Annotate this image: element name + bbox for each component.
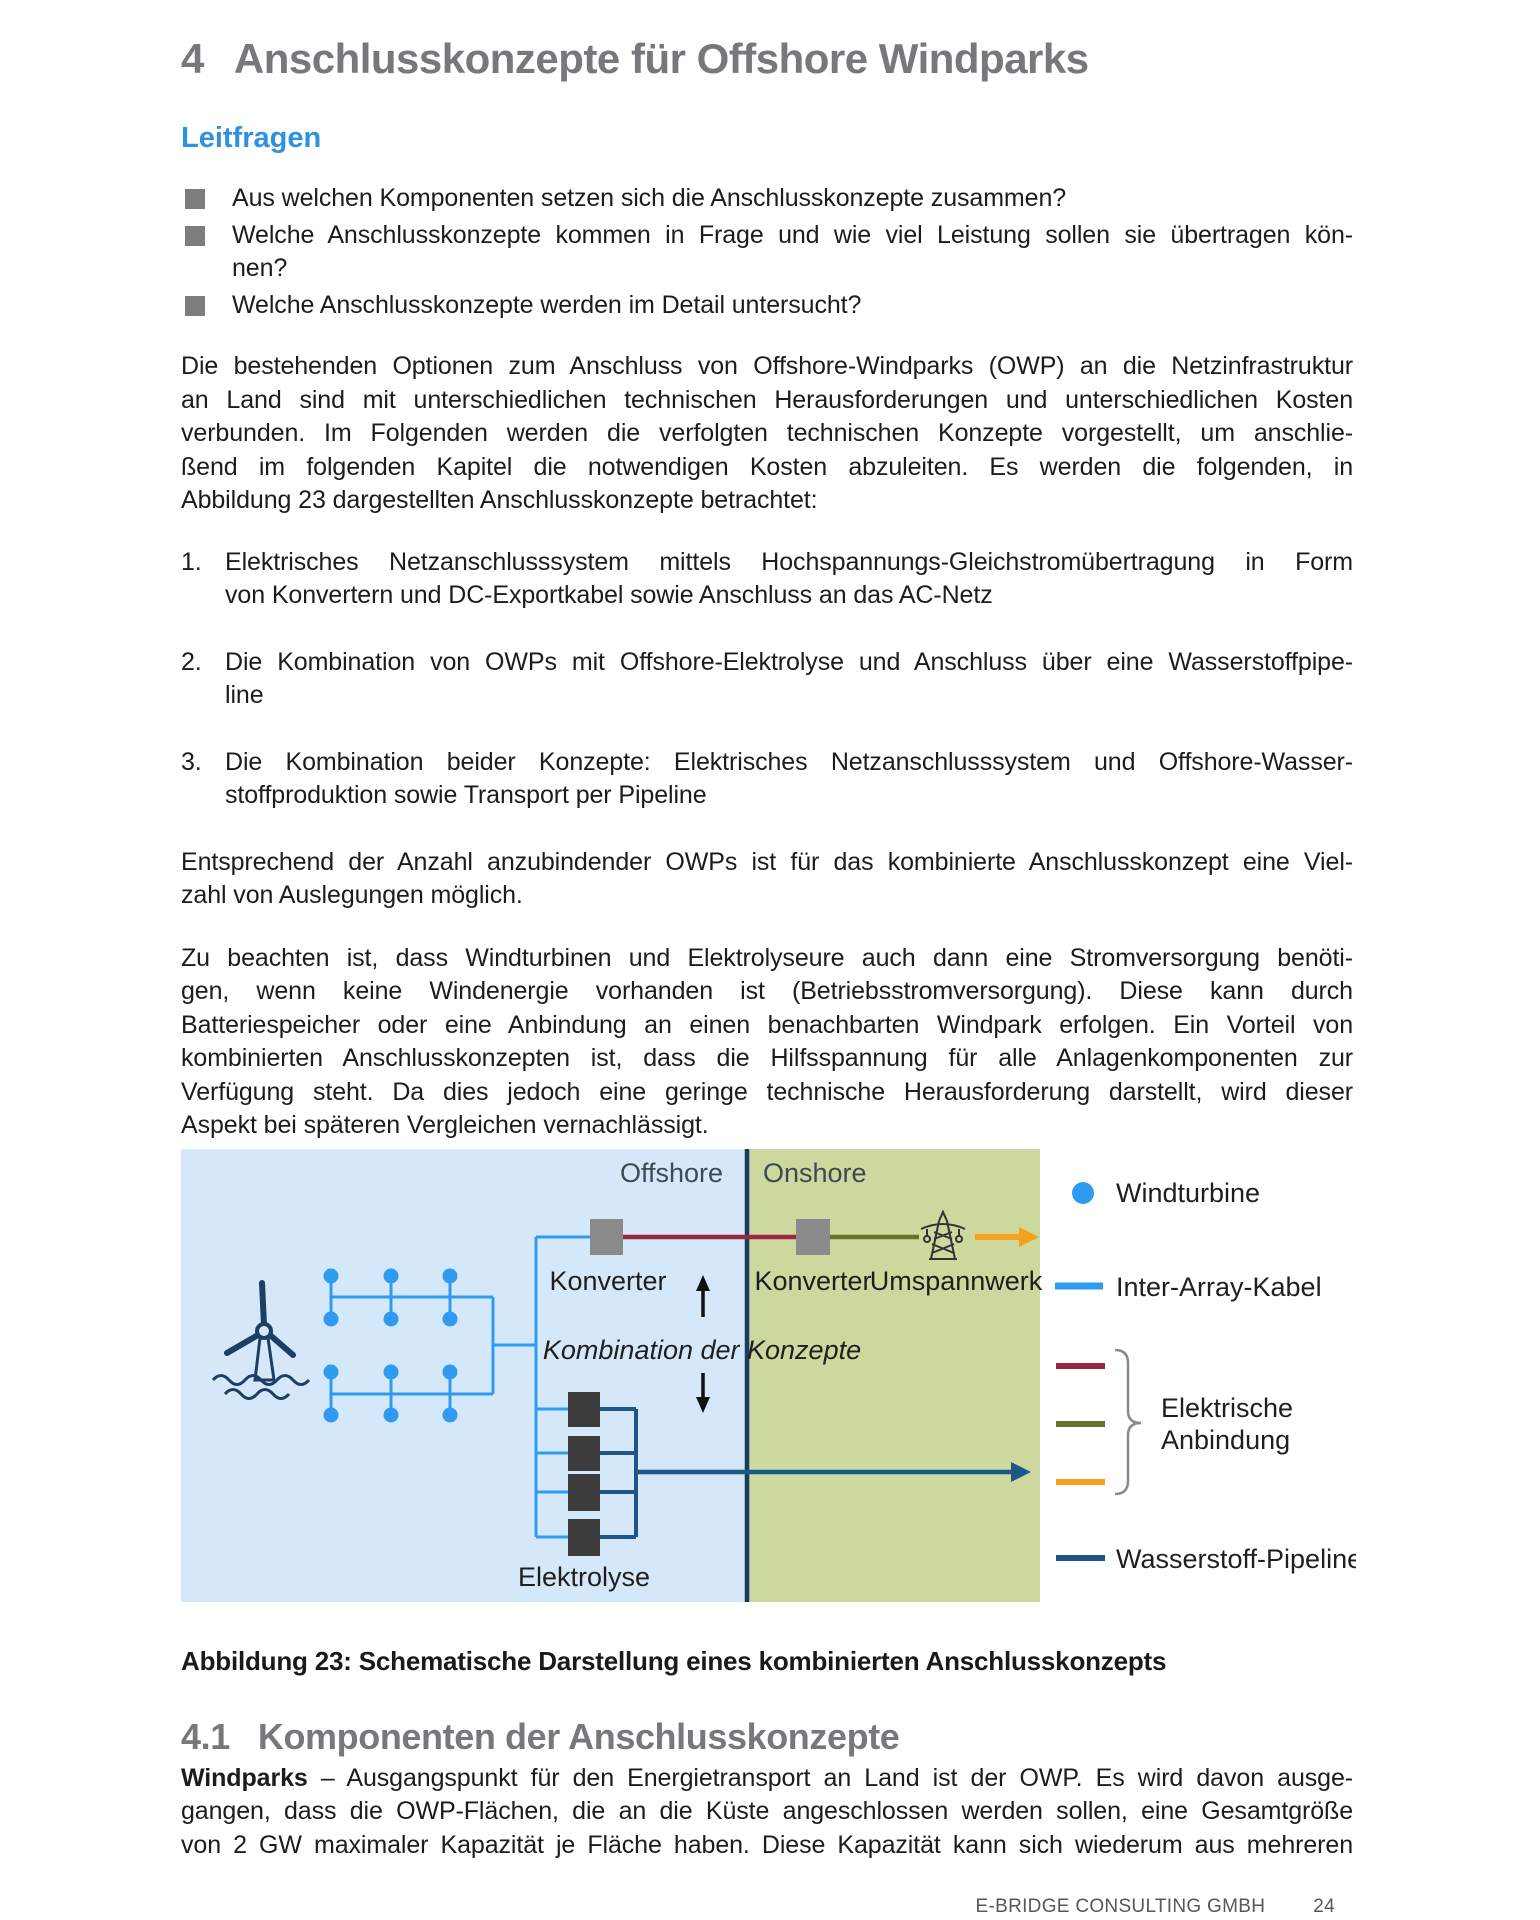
electrolysis-stack-boxes xyxy=(568,1392,600,1556)
text-line: Die Kombination von OWPs mit Offshore-Elektrolyse und Anschluss über eine Wasserstoffpipe- xyxy=(225,647,1353,676)
text-line: Die Kombination beider Konzepte: Elektrisches Netzanschlusssystem und Offshore-Wasser- xyxy=(225,747,1353,776)
list-item xyxy=(181,646,1353,713)
bullet-square-icon xyxy=(185,226,205,246)
legend-elektrische-label-line2: Anbindung xyxy=(1161,1424,1291,1455)
text-line: stoffproduktion sowie Transport per Pipeline xyxy=(225,781,707,809)
section-title: Komponenten der Anschlusskonzepte xyxy=(257,1715,900,1757)
figure-legend xyxy=(1055,1178,1356,1574)
bullet-item xyxy=(181,289,1353,323)
legend-brace xyxy=(1115,1350,1141,1494)
list-number: 3. xyxy=(181,747,202,776)
windparks-bold-term: Windparks xyxy=(181,1763,308,1792)
list-item-text xyxy=(225,646,1353,713)
legend-windturbine-label: Windturbine xyxy=(1116,1177,1261,1208)
umspannwerk-label: Umspannwerk xyxy=(869,1265,1043,1296)
text-line: nen? xyxy=(232,254,288,282)
intro-paragraph xyxy=(181,350,1353,518)
text-line: gen, wenn keine Windenergie vorhanden ist (Betriebsstromversorgung). Diese kann durch xyxy=(181,977,1353,1005)
windparks-first-line-rest: – Ausgangspunkt für den Energietransport an Land ist der OWP. Es wird davon ausge- xyxy=(307,1763,1353,1792)
text-line: ßend im folgenden Kapitel die notwendigen Kosten abzuleiten. Es werden die folgenden, in xyxy=(181,452,1353,481)
footer-company: E-BRIDGE CONSULTING GMBH xyxy=(975,1896,1266,1917)
bullet-square-icon xyxy=(185,296,205,316)
offshore-konverter-label: Konverter xyxy=(549,1265,667,1296)
legend-elektrische-label-line1: Elektrische xyxy=(1161,1392,1294,1423)
bullet-item xyxy=(181,182,1353,216)
chapter-title: Anschlusskonzepte für Offshore Windparks xyxy=(233,35,1089,82)
section-number: 4.1 xyxy=(181,1715,230,1757)
text-line: gangen, dass die OWP-Flächen, die an die Küste angeschlossen werden sollen, eine Gesamtgröße xyxy=(181,1797,1353,1825)
list-item xyxy=(181,546,1353,613)
footer-page-number: 24 xyxy=(1313,1896,1335,1917)
text-line: kombinierten Anschlusskonzepten ist, dass die Hilfsspannung für alle Anlagenkomponenten zur xyxy=(181,1044,1353,1072)
text-line: zahl von Auslegungen möglich. xyxy=(181,881,523,909)
legend-inter-array-label: Inter-Array-Kabel xyxy=(1116,1271,1322,1302)
elektrolyse-label: Elektrolyse xyxy=(517,1561,651,1592)
legend-wasserstoff-label: Wasserstoff-Pipeline xyxy=(1116,1543,1356,1574)
onshore-konverter-label: Konverter xyxy=(754,1265,872,1296)
text-line xyxy=(181,1762,1353,1796)
onshore-panel xyxy=(747,1149,1040,1602)
windparks-continuation xyxy=(181,1795,1353,1862)
text-line: Verfügung steht. Da dies jedoch eine geringe technische Herausforderung darstellt, wird dieser xyxy=(181,1077,1353,1106)
leitfragen-heading: Leitfragen xyxy=(181,122,322,154)
page-footer xyxy=(0,1896,1540,1918)
figure-caption: Abbildung 23: Schematische Darstellung eines kombinierten Anschlusskonzepts xyxy=(181,1645,1167,1676)
concept-numbered-list xyxy=(181,546,1353,813)
bullet-text xyxy=(232,219,1353,286)
text-line: Entsprechend der Anzahl anzubindender OWPs ist für das kombinierte Anschlusskonzept eine Viel- xyxy=(181,847,1353,876)
text-line: Aus welchen Komponenten setzen sich die Anschlusskonzepte zusammen? xyxy=(232,184,1067,212)
offshore-converter-box xyxy=(590,1219,623,1255)
text-line: von 2 GW maximaler Kapazität je Fläche haben. Diese Kapazität kann sich wiederum aus mehreren xyxy=(181,1830,1353,1859)
list-number: 2. xyxy=(181,647,202,676)
bullet-square-icon xyxy=(185,189,205,209)
text-line: Batteriespeicher oder eine Anbindung an einen benachbarten Windpark erfolgen. Ein Vorteil von xyxy=(181,1010,1353,1039)
onshore-converter-box xyxy=(796,1219,830,1255)
windparks-paragraph xyxy=(181,1762,1353,1863)
list-item-text xyxy=(225,546,1353,613)
bullet-text xyxy=(232,182,1353,216)
list-item-text xyxy=(225,746,1353,813)
zu-beachten-paragraph xyxy=(181,942,1353,1143)
offshore-panel xyxy=(181,1149,747,1602)
list-number: 1. xyxy=(181,547,202,576)
question-bullet-list xyxy=(181,182,1353,322)
text-line: Welche Anschlusskonzepte werden im Detail untersucht? xyxy=(232,290,862,319)
text-line: an Land sind mit unterschiedlichen technischen Herausforderungen und unterschiedlichen Kosten xyxy=(181,385,1353,414)
text-line: Welche Anschlusskonzepte kommen in Frage und wie viel Leistung sollen sie übertragen kön- xyxy=(232,220,1353,249)
text-line: Aspekt bei späteren Vergleichen vernachlässigt. xyxy=(181,1111,709,1139)
text-line: Zu beachten ist, dass Windturbinen und Elektrolyseure auch dann eine Stromversorgung benöti- xyxy=(181,943,1353,972)
figure-abbildung-23 xyxy=(181,1149,1356,1604)
text-line: Abbildung 23 dargestellten Anschlusskonzepte betrachtet: xyxy=(181,486,818,514)
legend-windturbine-dot-icon xyxy=(1072,1182,1094,1204)
bullet-text xyxy=(232,289,1353,323)
text-line: line xyxy=(225,681,264,709)
chapter-number: 4 xyxy=(181,35,204,82)
offshore-label: Offshore xyxy=(619,1157,723,1188)
chapter-heading xyxy=(181,35,1353,82)
entsprechend-paragraph xyxy=(181,846,1353,913)
section-heading xyxy=(181,1715,1353,1757)
text-line: verbunden. Im Folgenden werden die verfolgten technischen Konzepte vorgestellt, um anschlie- xyxy=(181,419,1353,447)
kombination-label: Kombination der Konzepte xyxy=(542,1334,862,1365)
onshore-label: Onshore xyxy=(763,1157,867,1188)
text-line: Elektrisches Netzanschlusssystem mittels Hochspannungs-Gleichstromübertragung in Form xyxy=(225,547,1353,576)
list-item xyxy=(181,746,1353,813)
schematic-diagram xyxy=(181,1149,1356,1604)
bullet-item xyxy=(181,219,1353,286)
text-line: Die bestehenden Optionen zum Anschluss von Offshore-Windparks (OWP) an die Netzinfrastruktur xyxy=(181,352,1353,380)
text-line: von Konvertern und DC-Exportkabel sowie Anschluss an das AC-Netz xyxy=(225,581,993,609)
